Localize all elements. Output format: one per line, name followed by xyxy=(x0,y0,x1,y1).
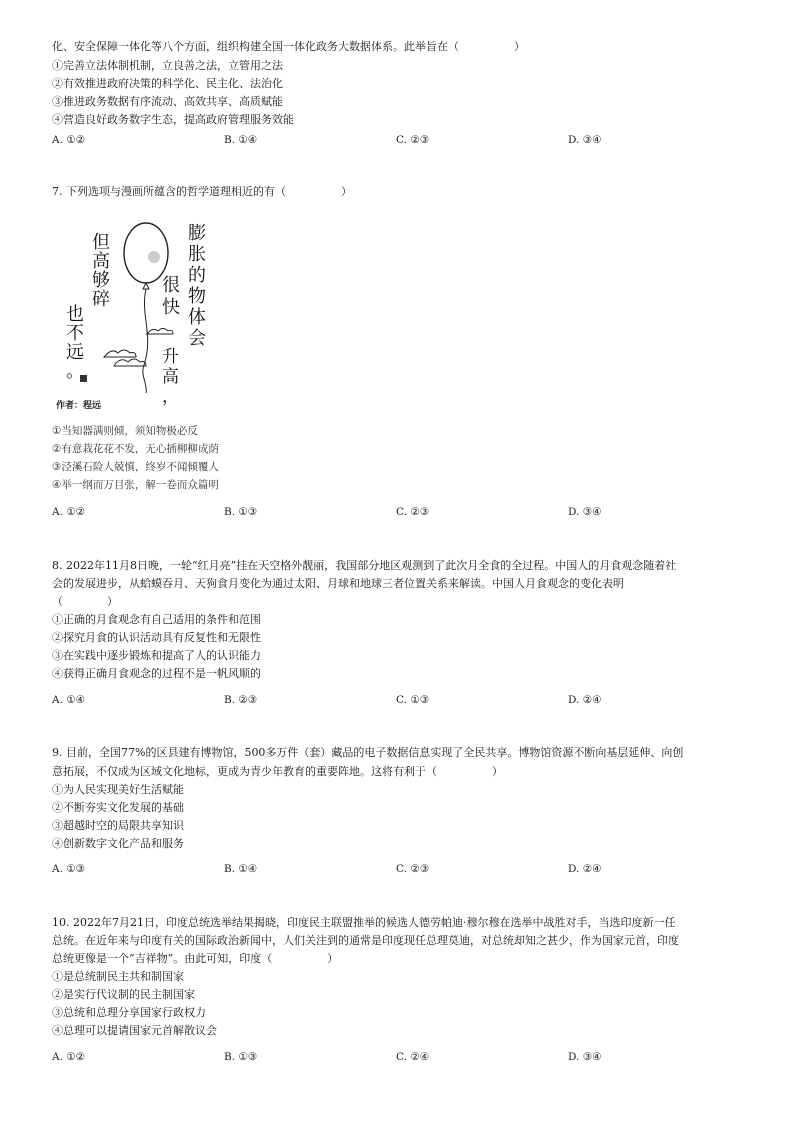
cartoon-char: 不 xyxy=(66,323,84,344)
q6-option-a[interactable]: A. ①② xyxy=(52,134,86,146)
q10-stem-line-2: 总统。在近年来与印度有关的国际政治新闻中，人们关注到的通常是印度现任总理莫迪，对总统却知之甚少，作为国家元首，印度 xyxy=(52,934,679,947)
q7-stem: 7. 下列选项与漫画所蕴含的哲学道理相近的有（ ） xyxy=(52,185,352,198)
q7-option-c[interactable]: C. ②③ xyxy=(396,506,430,518)
cartoon-char: 。 xyxy=(66,361,84,382)
cartoon-char: 体 xyxy=(188,307,206,328)
q8-stem-line-2: 会的发展进步，从蛤蟆吞月、天狗食月变化为通过太阳、月球和地球三者位置关系来解读。中国人月食观念的变化表明 xyxy=(52,577,624,590)
cartoon-char: 会 xyxy=(188,328,206,349)
q7-item-3: ③泾溪石险人兢慎，终岁不闻倾覆人 xyxy=(52,461,219,473)
cartoon-middle-column xyxy=(162,275,184,319)
q6-item-2: ②有效推进政府决策的科学化、民主化、法治化 xyxy=(52,77,283,90)
q9-stem-line-1: 9. 目前，全国77%的区县建有博物馆，500多万件（套）藏品的电子数据信息实现了全民共享。博物馆资源不断向基层延伸、向创 xyxy=(52,746,684,759)
q9-stem-line-2: 意拓展，不仅成为区域文化地标，更成为青少年教育的重要阵地。这将有利于（ ） xyxy=(52,765,503,778)
q10-option-b[interactable]: B. ①③ xyxy=(224,1051,258,1063)
q8-option-c[interactable]: C. ①③ xyxy=(396,694,430,706)
cartoon-char: 物 xyxy=(188,286,206,307)
q7-option-b[interactable]: B. ①③ xyxy=(224,506,258,518)
q8-item-2: ②探究月食的认识活动具有反复性和无限性 xyxy=(52,631,261,644)
cartoon-char: 膨 xyxy=(188,223,206,244)
cartoon-char: 远 xyxy=(66,342,84,363)
q10-stem-line-1: 10. 2022年7月21日，印度总统选举结果揭晓，印度民主联盟推举的候选人德劳帕迪·穆尔穆在选举中战胜对手，当选印度新一任 xyxy=(52,916,676,929)
q10-item-1: ①是总统制民主共和制国家 xyxy=(52,970,184,983)
cartoon-right-column xyxy=(188,223,210,349)
q7-item-2: ②有意栽花花不发，无心插柳柳成荫 xyxy=(52,443,219,455)
q10-item-2: ②是实行代议制的民主制国家 xyxy=(52,988,195,1001)
q7-option-d[interactable]: D. ③④ xyxy=(568,506,602,518)
q6-item-3: ③推进政务数据有序流动、高效共享、高质赋能 xyxy=(52,95,283,108)
q8-option-b[interactable]: B. ②③ xyxy=(224,694,258,706)
cartoon-bottom-column xyxy=(162,347,184,407)
cartoon-char: 的 xyxy=(188,265,206,286)
q7-option-a[interactable]: A. ①② xyxy=(52,506,86,518)
q9-item-1: ①为人民实现美好生活赋能 xyxy=(52,783,184,796)
q6-option-c[interactable]: C. ②③ xyxy=(396,134,430,146)
q6-option-b[interactable]: B. ①④ xyxy=(224,134,258,146)
q8-item-4: ④获得正确月食观念的过程不是一帆风顺的 xyxy=(52,667,261,680)
q6-option-d[interactable]: D. ③④ xyxy=(568,134,602,146)
q10-item-3: ③总统和总理分享国家行政权力 xyxy=(52,1006,206,1019)
cartoon-char: 高 xyxy=(162,367,179,387)
q9-option-a[interactable]: A. ①③ xyxy=(52,863,86,875)
q6-stem-tail: 化、安全保障一体化等八个方面，组织构建全国一体化政务大数据体系。此举旨在（ ） xyxy=(52,40,525,53)
q9-item-4: ④创新数字文化产品和服务 xyxy=(52,837,184,850)
q9-option-d[interactable]: D. ②④ xyxy=(568,863,602,875)
cartoon-left-column-2 xyxy=(66,305,86,381)
q8-option-d[interactable]: D. ②④ xyxy=(568,694,602,706)
q6-item-4: ④营造良好政务数字生态，提高政府管理服务效能 xyxy=(52,113,294,126)
q9-option-b[interactable]: B. ①④ xyxy=(224,863,258,875)
cartoon-char: 但 xyxy=(92,232,110,253)
cartoon-char: 碎 xyxy=(92,289,110,310)
cartoon-char: 胀 xyxy=(188,244,206,265)
cartoon-char: 很 xyxy=(162,275,180,296)
cartoon-char: 快 xyxy=(162,297,180,318)
q8-item-3: ③在实践中逐步锻炼和提高了人的认识能力 xyxy=(52,649,261,662)
cartoon-left-column-1 xyxy=(92,233,112,309)
q10-option-c[interactable]: C. ②④ xyxy=(396,1051,430,1063)
cartoon-char: ， xyxy=(162,387,179,407)
cartoon-char: 升 xyxy=(162,347,179,367)
q10-option-a[interactable]: A. ①② xyxy=(52,1051,86,1063)
cartoon-char: 高 xyxy=(92,251,110,272)
q8-stem-line-3: （ ） xyxy=(52,595,118,608)
q9-item-2: ②不断夯实文化发展的基础 xyxy=(52,801,184,814)
q10-option-d[interactable]: D. ③④ xyxy=(568,1051,602,1063)
q7-item-1: ①当知器满则倾，须知物极必反 xyxy=(52,425,198,437)
q10-item-4: ④总理可以提请国家元首解散议会 xyxy=(52,1024,217,1037)
q6-item-1: ①完善立法体制机制，立良善之法，立管用之法 xyxy=(52,59,283,72)
q7-item-4: ④举一纲而万目张，解一卷而众篇明 xyxy=(52,479,219,491)
q8-stem-line-1: 8. 2022年11月8日晚，一轮“红月亮”挂在天空格外靓丽，我国部分地区观测到了此次月全食的全过程。中国人的月食观念随着社 xyxy=(52,559,677,572)
q9-item-3: ③超越时空的局限共享知识 xyxy=(52,819,184,832)
q8-item-1: ①正确的月食观念有自己适用的条件和范围 xyxy=(52,613,261,626)
cartoon-char: 也 xyxy=(66,304,84,325)
q8-option-a[interactable]: A. ①④ xyxy=(52,694,86,706)
cartoon-caption: 作者：程远 xyxy=(56,401,102,411)
q9-option-c[interactable]: C. ②③ xyxy=(396,863,430,875)
q10-stem-line-3: 总统更像是一个“吉祥物”。由此可知，印度（ ） xyxy=(52,952,339,965)
cartoon-char: 够 xyxy=(92,270,110,291)
